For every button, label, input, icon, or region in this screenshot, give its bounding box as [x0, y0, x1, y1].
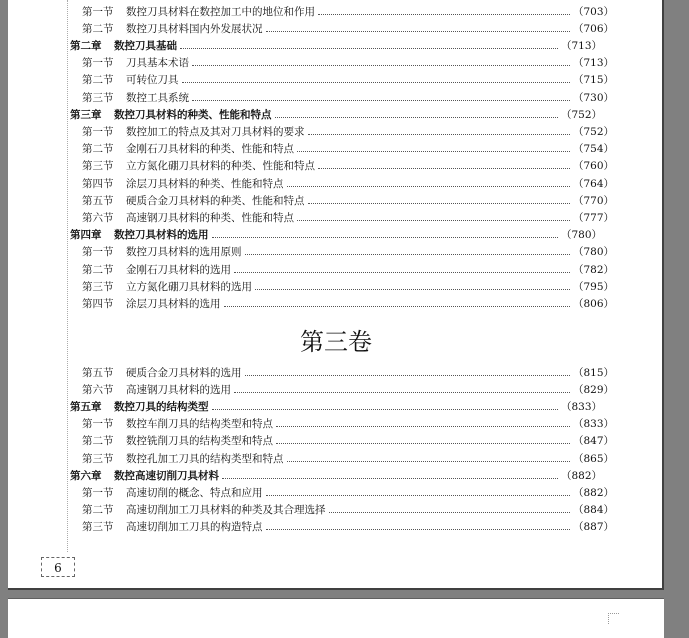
toc-number: 第五节 [82, 194, 114, 207]
toc-leader [276, 443, 570, 444]
toc-number: 第四节 [82, 177, 114, 190]
toc-title: 数控刀具材料的种类、性能和特点 [114, 108, 272, 121]
toc-number: 第一节 [82, 246, 114, 259]
toc-title: 数控刀具基础 [114, 39, 177, 52]
toc-section-line[interactable] [70, 20, 614, 36]
toc-title: 数控铣削刀具的结构类型和特点 [126, 435, 273, 448]
toc-section-line[interactable] [70, 158, 614, 174]
toc-leader [297, 151, 570, 152]
toc-page-ref: （882） [572, 486, 614, 499]
toc-leader [276, 426, 570, 427]
toc-number: 第二节 [82, 435, 114, 448]
toc-title: 高速切削的概念、特点和应用 [126, 486, 263, 499]
toc-section-line[interactable] [70, 141, 614, 157]
toc-page-ref: （764） [572, 177, 614, 190]
toc-number: 第二节 [82, 74, 114, 87]
toc-leader [192, 65, 570, 66]
toc-title: 涂层刀具材料的选用 [126, 297, 221, 310]
toc-number: 第二节 [82, 263, 114, 276]
toc-number: 第三节 [82, 160, 114, 173]
toc-title: 数控刀具的结构类型 [114, 400, 209, 413]
toc-title: 高速切削加工刀具的构造特点 [126, 521, 263, 534]
toc-chapter-line[interactable] [70, 227, 602, 243]
toc-section-line[interactable] [70, 3, 614, 19]
toc-leader [222, 478, 558, 479]
toc-title: 立方氮化硼刀具材料的种类、性能和特点 [126, 160, 315, 173]
toc-section-line[interactable] [70, 295, 614, 311]
toc-leader [212, 237, 558, 238]
toc-leader [245, 254, 570, 255]
toc-page-ref: （752） [560, 108, 602, 121]
toc-leader [287, 186, 570, 187]
toc-leader [266, 529, 570, 530]
toc-number: 第一节 [82, 486, 114, 499]
toc-page-ref: （706） [572, 22, 614, 35]
toc-leader [318, 168, 570, 169]
toc-leader [245, 375, 570, 376]
toc-page-ref: （815） [572, 366, 614, 379]
toc-page-ref: （730） [572, 91, 614, 104]
toc-chapter-line[interactable] [70, 37, 602, 53]
toc-leader [180, 48, 558, 49]
toc-page-ref: （782） [572, 263, 614, 276]
toc-page-ref: （760） [572, 160, 614, 173]
next-page [8, 598, 664, 638]
toc-number: 第二节 [82, 22, 114, 35]
toc-section-line[interactable] [70, 89, 614, 105]
toc-number: 第四章 [70, 229, 102, 242]
toc-title: 数控工具系统 [126, 91, 189, 104]
toc-page-ref: （780） [572, 246, 614, 259]
viewer-background [664, 0, 689, 627]
toc-number: 第三章 [70, 108, 102, 121]
toc-title: 数控刀具材料在数控加工中的地位和作用 [126, 5, 315, 18]
toc-title: 数控孔加工刀具的结构类型和特点 [126, 452, 284, 465]
toc-page-ref: （777） [572, 211, 614, 224]
toc-title: 金刚石刀具材料的选用 [126, 263, 231, 276]
toc-number: 第一节 [82, 125, 114, 138]
toc-page-ref: （887） [572, 521, 614, 534]
toc-number: 第三节 [82, 280, 114, 293]
toc-title: 数控加工的特点及其对刀具材料的要求 [126, 125, 305, 138]
toc-page-ref: （806） [572, 297, 614, 310]
toc-leader [266, 31, 570, 32]
toc-leader [287, 461, 570, 462]
toc-number: 第二节 [82, 143, 114, 156]
toc-page-ref: （713） [572, 57, 614, 70]
toc-leader [308, 134, 570, 135]
toc-leader [255, 289, 570, 290]
toc-section-line[interactable] [70, 519, 614, 535]
toc-section-line[interactable] [70, 450, 614, 466]
toc-leader [234, 272, 570, 273]
toc-title: 立方氮化硼刀具材料的选用 [126, 280, 252, 293]
toc-number: 第一节 [82, 5, 114, 18]
toc-title: 金刚石刀具材料的种类、性能和特点 [126, 143, 294, 156]
toc-section-line[interactable] [70, 55, 614, 71]
toc-number: 第一节 [82, 418, 114, 431]
toc-number: 第五章 [70, 400, 102, 413]
toc-number: 第三节 [82, 452, 114, 465]
toc-page-ref: （754） [572, 143, 614, 156]
toc-title: 数控刀具材料国内外发展状况 [126, 22, 263, 35]
toc-title: 高速切削加工刀具材料的种类及其合理选择 [126, 504, 326, 517]
toc-number: 第二节 [82, 504, 114, 517]
toc-chapter-line[interactable] [70, 398, 602, 414]
margin-guide [67, 0, 68, 552]
toc-leader [297, 220, 570, 221]
toc-number: 第三节 [82, 91, 114, 104]
toc-page-ref: （882） [560, 469, 602, 482]
toc-section-line[interactable] [70, 261, 614, 277]
document-page [8, 0, 664, 590]
toc-leader [192, 100, 570, 101]
toc-chapter-line[interactable] [70, 106, 602, 122]
toc-page-ref: （795） [572, 280, 614, 293]
toc-title: 数控车削刀具的结构类型和特点 [126, 418, 273, 431]
toc-number: 第四节 [82, 297, 114, 310]
toc-page-ref: （884） [572, 504, 614, 517]
toc-leader [308, 203, 570, 204]
toc-page-ref: （752） [572, 125, 614, 138]
toc-section-line[interactable] [70, 416, 614, 432]
toc-title: 可转位刀具 [126, 74, 179, 87]
toc-section-line[interactable] [70, 381, 614, 397]
toc-leader [275, 117, 558, 118]
toc-title: 高速钢刀具材料的种类、性能和特点 [126, 211, 294, 224]
toc-page-ref: （713） [560, 39, 602, 52]
toc-section-line[interactable] [70, 192, 614, 208]
crop-mark [608, 613, 619, 624]
toc-number: 第六节 [82, 211, 114, 224]
toc-leader [318, 14, 570, 15]
page-number: 6 [41, 557, 75, 577]
toc-section-line[interactable] [70, 364, 614, 380]
toc-title: 高速钢刀具材料的选用 [126, 383, 231, 396]
toc-number: 第五节 [82, 366, 114, 379]
toc-number: 第三节 [82, 521, 114, 534]
toc-page-ref: （847） [572, 435, 614, 448]
toc-page-ref: （865） [572, 452, 614, 465]
toc-number: 第一节 [82, 57, 114, 70]
toc-section-line[interactable] [70, 484, 614, 500]
toc-title: 涂层刀具材料的种类、性能和特点 [126, 177, 284, 190]
toc-title: 数控刀具材料的选用原则 [126, 246, 242, 259]
toc-section-line[interactable] [70, 175, 614, 191]
toc-page-ref: （829） [572, 383, 614, 396]
toc-title: 硬质合金刀具材料的选用 [126, 366, 242, 379]
toc-title: 刀具基本术语 [126, 57, 189, 70]
toc-leader [266, 495, 570, 496]
toc-leader [182, 82, 570, 83]
toc-section-line[interactable] [70, 244, 614, 260]
toc-section-line[interactable] [70, 433, 614, 449]
toc-leader [234, 392, 570, 393]
toc-section-line[interactable] [70, 123, 614, 139]
toc-page-ref: （715） [572, 74, 614, 87]
toc-page-ref: （833） [560, 400, 602, 413]
toc-chapter-line[interactable] [70, 467, 602, 483]
toc-leader [224, 306, 570, 307]
toc-leader [329, 512, 570, 513]
toc-section-line[interactable] [70, 278, 614, 294]
volume-title: 第三卷 [300, 328, 372, 356]
toc-section-line[interactable] [70, 72, 614, 88]
toc-title: 数控高速切削刀具材料 [114, 469, 219, 482]
toc-page-ref: （780） [560, 229, 602, 242]
toc-section-line[interactable] [70, 209, 614, 225]
toc-number: 第六章 [70, 469, 102, 482]
toc-title: 硬质合金刀具材料的种类、性能和特点 [126, 194, 305, 207]
toc-number: 第二章 [70, 39, 102, 52]
toc-page-ref: （703） [572, 5, 614, 18]
toc-leader [212, 409, 558, 410]
toc-page-ref: （833） [572, 418, 614, 431]
toc-section-line[interactable] [70, 502, 614, 518]
toc-title: 数控刀具材料的选用 [114, 229, 209, 242]
toc-page-ref: （770） [572, 194, 614, 207]
toc-number: 第六节 [82, 383, 114, 396]
